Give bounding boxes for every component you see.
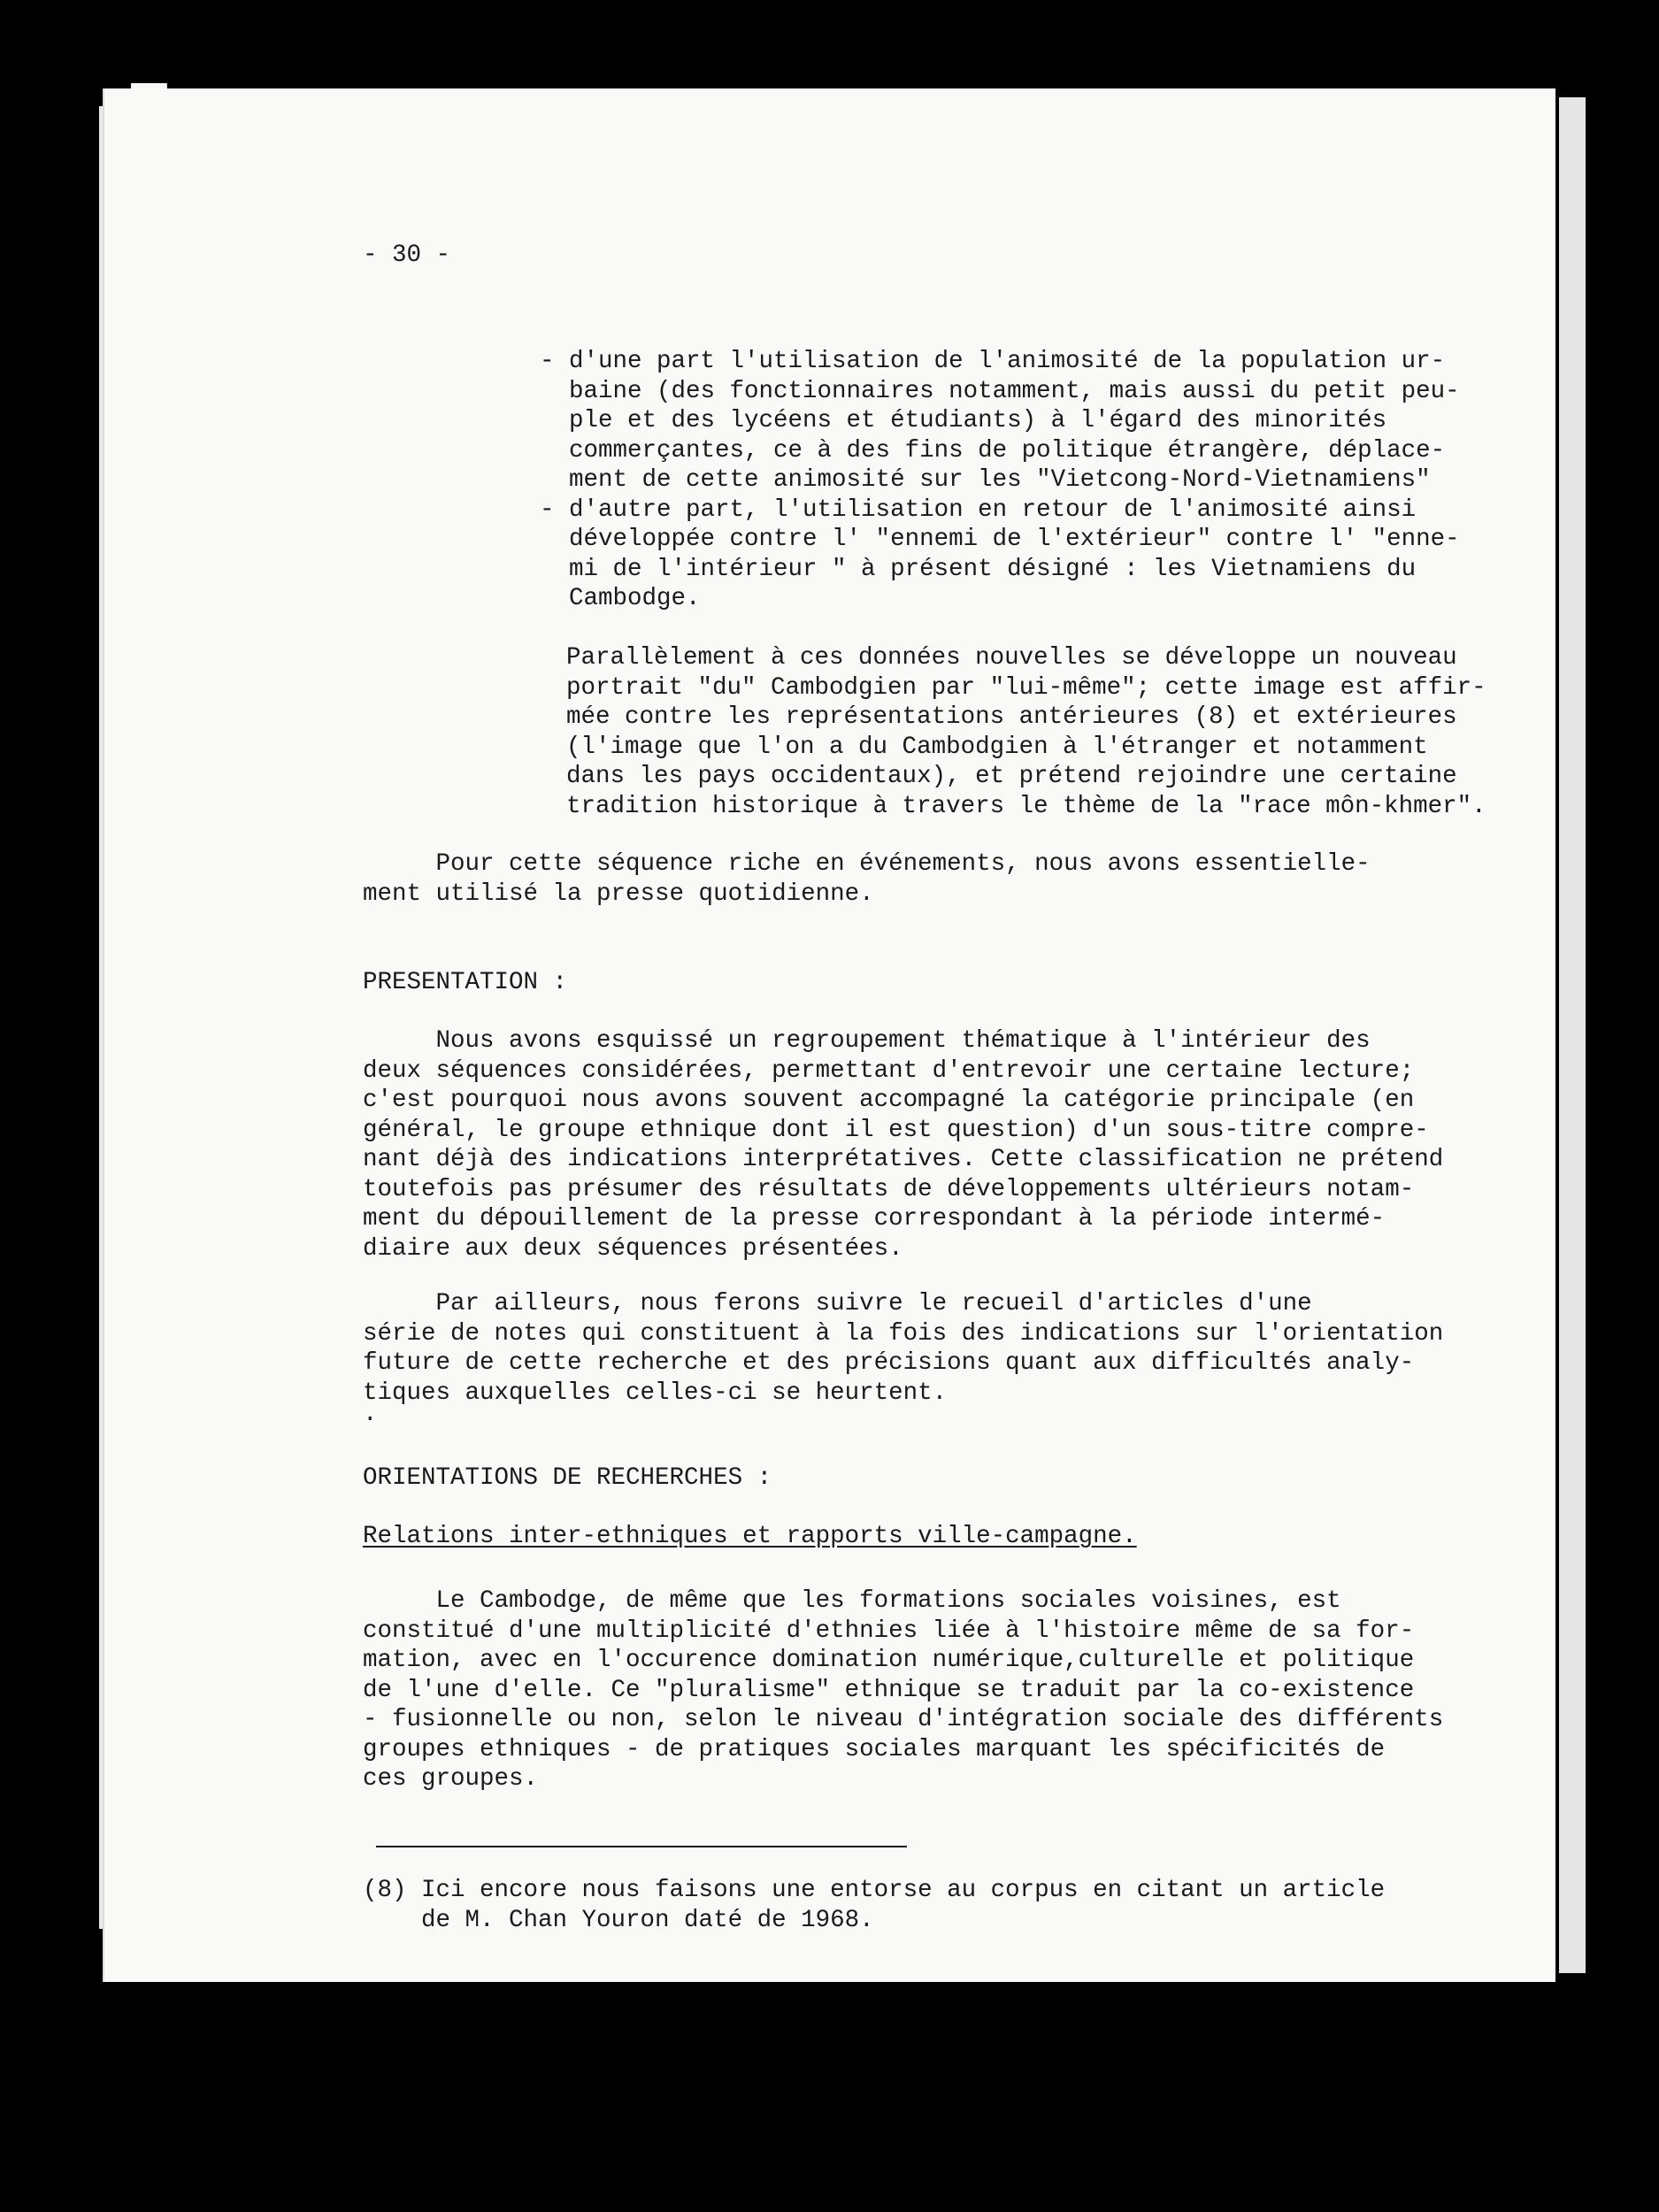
heading-orientations: ORIENTATIONS DE RECHERCHES : <box>363 1464 772 1492</box>
text-line: Nous avons esquissé un regroupement thématique à l'intérieur des <box>363 1027 1371 1055</box>
text-line: mée contre les représentations antérieures (8) et extérieures <box>566 703 1457 731</box>
text-line: ment de cette animosité sur les "Vietcong-Nord-Vietnamiens" <box>540 466 1431 494</box>
text-line: - fusionnelle ou non, selon le niveau d'intégration sociale des différents <box>363 1706 1444 1733</box>
text-line: dans les pays occidentaux), et prétend rejoindre une certaine <box>566 763 1457 790</box>
text-line: de l'une d'elle. Ce "pluralisme" ethnique se traduit par la co-existence <box>363 1676 1415 1704</box>
text-line: nant déjà des indications interprétatives. Cette classification ne prétend <box>363 1146 1444 1173</box>
text-line: série de notes qui constituent à la fois des indications sur l'orientation <box>363 1319 1444 1348</box>
text-line: Par ailleurs, nous ferons suivre le recueil d'articles d'une <box>363 1290 1312 1317</box>
text-line: baine (des fonctionnaires notamment, mais aussi du petit peu- <box>540 377 1460 405</box>
text-line: commerçantes, ce à des fins de politique étrangère, déplace- <box>540 436 1446 465</box>
stray-mark: . <box>363 1401 378 1428</box>
text-line: future de cette recherche et des précisions quant aux difficultés analy- <box>363 1349 1415 1377</box>
text-line: mation, avec en l'occurence domination numérique,culturelle et politique <box>363 1647 1415 1674</box>
paragraph-par-ailleurs <box>363 1289 1443 1408</box>
footnote <box>363 1876 1385 1935</box>
page-edge-right <box>1559 97 1586 1973</box>
text-line: tradition historique à travers le thème de la "race môn-khmer". <box>566 792 1486 820</box>
text-line: développée contre l' "ennemi de l'extérieur" contre l' "enne- <box>540 526 1460 553</box>
paragraph-paralellement <box>566 643 1486 821</box>
page-number: - 30 - <box>363 242 451 269</box>
text-line: deux séquences considérées, permettant d'entrevoir une certaine lecture; <box>363 1056 1415 1085</box>
text-line: - d'une part l'utilisation de l'animosité de la population ur- <box>540 348 1446 375</box>
paragraph-cambodge <box>363 1586 1443 1794</box>
text-line: Le Cambodge, de même que les formations sociales voisines, est <box>363 1587 1341 1615</box>
bullet-list <box>540 347 1460 614</box>
text-line: général, le groupe ethnique dont il est question) d'un sous-titre compre- <box>363 1116 1429 1144</box>
text-line: portrait "du" Cambodgien par "lui-même"; cette image est affir- <box>566 673 1486 702</box>
text-line: ple et des lycéens et étudiants) à l'égard des minorités <box>540 407 1387 434</box>
text-line: ces groupes. <box>363 1765 539 1793</box>
text-line: Cambodge. <box>540 585 701 612</box>
text-line: de M. Chan Youron daté de 1968. <box>363 1906 874 1934</box>
text-line: ment du dépouillement de la presse correspondant à la période intermé- <box>363 1205 1386 1233</box>
text-line: ment utilisé la presse quotidienne. <box>363 879 874 908</box>
paragraph-pour <box>363 849 1371 909</box>
text-line: diaire aux deux séquences présentées. <box>363 1234 903 1263</box>
footnote-rule <box>376 1846 907 1847</box>
heading-presentation: PRESENTATION : <box>363 969 568 996</box>
subheading-relations: Relations inter-ethniques et rapports ville-campagne. <box>363 1523 1137 1550</box>
text-line: (l'image que l'on a du Cambodgien à l'étranger et notamment <box>566 733 1428 761</box>
text-line: toutefois pas présumer des résultats de développements ultérieurs notam- <box>363 1175 1415 1203</box>
text-line: Pour cette séquence riche en événements, nous avons essentielle- <box>363 850 1371 878</box>
text-line: (8) Ici encore nous faisons une entorse au corpus en citant un article <box>363 1877 1386 1904</box>
text-line: - d'autre part, l'utilisation en retour de l'animosité ainsi <box>540 495 1417 524</box>
text-line: c'est pourquoi nous avons souvent accompagné la catégorie principale (en <box>363 1087 1415 1114</box>
text-line: constitué d'une multiplicité d'ethnies liée à l'histoire même de sa for- <box>363 1617 1415 1645</box>
text-line: mi de l'intérieur " à présent désigné : les Vietnamiens du <box>540 555 1417 583</box>
text-line: groupes ethniques - de pratiques sociales marquant les spécificités de <box>363 1735 1386 1763</box>
text-line: tiques auxquelles celles-ci se heurtent. <box>363 1379 948 1407</box>
text-line: Parallèlement à ces données nouvelles se développe un nouveau <box>566 644 1457 672</box>
paragraph-nous <box>363 1026 1443 1263</box>
